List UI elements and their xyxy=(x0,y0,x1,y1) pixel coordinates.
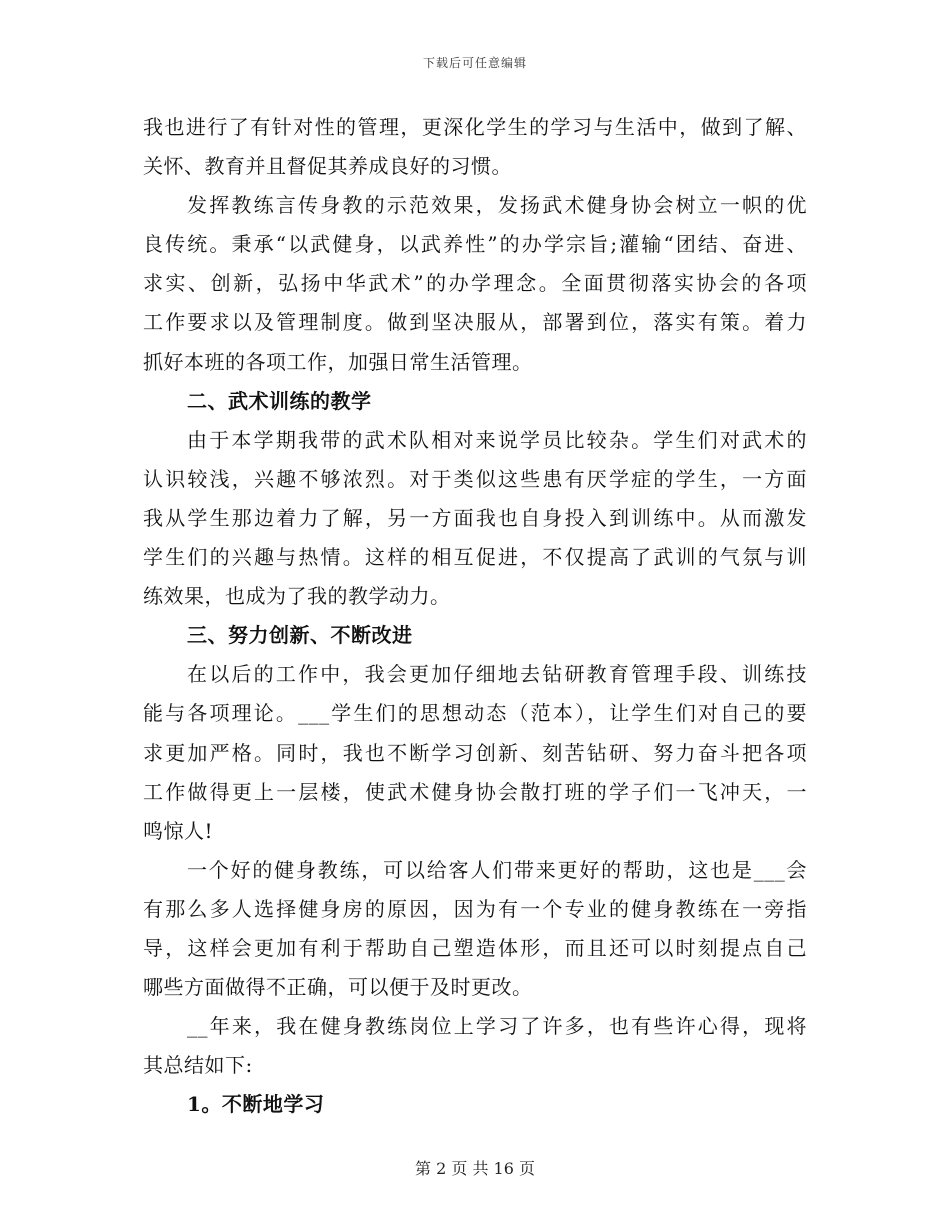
paragraph-line: 哪些方面做得不正确，可以便于及时更改。 xyxy=(143,975,533,1000)
paragraph-line: 工作做得更上一层楼，使武术健身协会散打班的学子们一飞冲天，一 xyxy=(143,779,807,804)
page-header: 下载后可任意编辑 xyxy=(422,56,527,70)
paragraph-line: 认识较浅，兴趣不够浓烈。对于类似这些患有厌学症的学生，一方面 xyxy=(143,466,807,491)
paragraph-line: 一个好的健身教练，可以给客人们带来更好的帮助，这也是___会 xyxy=(187,857,807,882)
paragraph-line: 抓好本班的各项工作，加强日常生活管理。 xyxy=(143,349,533,374)
paragraph-line: 我从学生那边着力了解，另一方面我也自身投入到训练中。从而激发 xyxy=(143,505,807,530)
paragraph-line: 发挥教练言传身教的示范效果，发扬武术健身协会树立一帜的优 xyxy=(187,193,807,218)
section-heading: 二、武术训练的教学 xyxy=(187,388,372,413)
paragraph-line: __年来，我在健身教练岗位上学习了许多，也有些许心得，现将 xyxy=(187,1014,807,1039)
paragraph-line: 我也进行了有针对性的管理，更深化学生的学习与生活中，做到了解、 xyxy=(143,115,807,139)
paragraph-line: 鸣惊人! xyxy=(143,818,214,843)
document-body xyxy=(143,108,807,1124)
paragraph-line: 工作要求以及管理制度。做到坚决服从，部署到位，落实有策。着力 xyxy=(143,310,807,335)
paragraph-line: 良传统。秉承“以武健身，以武养性”的办学宗旨;灌输“团结、奋进、 xyxy=(143,232,807,257)
paragraph-line: 其总结如下: xyxy=(143,1053,253,1078)
paragraph-line: 由于本学期我带的武术队相对来说学员比较杂。学生们对武术的 xyxy=(187,427,807,452)
page-footer: 第 2 页 共 16 页 xyxy=(415,1159,535,1178)
paragraph-line: 练效果，也成为了我的教学动力。 xyxy=(143,584,451,609)
paragraph-line: 学生们的兴趣与热情。这样的相互促进，不仅提高了武训的气氛与训 xyxy=(143,545,807,570)
paragraph-line: 能与各项理论。___学生们的思想动态（范本），让学生们对自己的要 xyxy=(143,701,807,726)
paragraph-line: 求更加严格。同时，我也不断学习创新、刻苦钻研、努力奋斗把各项 xyxy=(143,740,807,765)
paragraph-line: 导，这样会更加有利于帮助自己塑造体形，而且还可以时刻提点自己 xyxy=(143,935,807,960)
paragraph-line: 求实、创新，弘扬中华武术”的办学理念。全面贯彻落实协会的各项 xyxy=(143,271,807,296)
paragraph-line: 在以后的工作中，我会更加仔细地去钻研教育管理手段、训练技 xyxy=(187,662,807,687)
paragraph-line: 有那么多人选择健身房的原因，因为有一个专业的健身教练在一旁指 xyxy=(143,896,807,921)
section-heading: 1。不断地学习 xyxy=(187,1092,325,1117)
section-heading: 三、努力创新、不断改进 xyxy=(187,623,413,648)
paragraph-line: 关怀、教育并且督促其养成良好的习惯。 xyxy=(143,154,512,179)
